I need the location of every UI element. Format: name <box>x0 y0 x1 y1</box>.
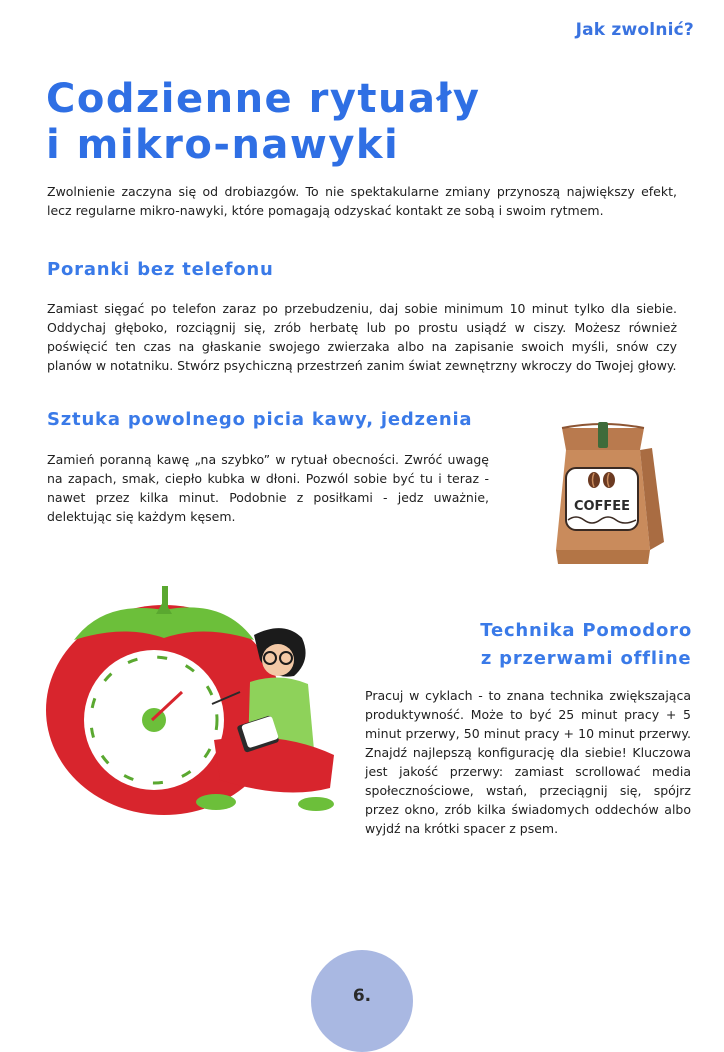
coffee-label: COFFEE <box>573 499 631 514</box>
pomodoro-heading-line-2: z przerwami offline <box>480 648 692 669</box>
section-heading-mornings: Poranki bez telefonu <box>47 259 274 280</box>
section-body-pomodoro: Pracuj w cyklach - to znana technika zwiększająca produktywność. Może to być 25 minut pracy + 5 minut przerwy, 50 minut pracy + 10 minut przerwy. Znajdź najlepszą konfigurację dla siebie! Kluczowa jest jakość przerwy: zamiast scrollować media społecznościowe, wstań, przeciągnij się, spójrz przez okno, zrób kilka świadomych oddechów albo wyjdź na krótki spacer z psem. <box>365 688 691 836</box>
section-body-coffee: Zamień poranną kawę „na szybko” w rytuał obecności. Zwróć uwagę na zapach, smak, ciepło kubka w dłoni. Pozwól sobie być tu i teraz - nawet przez kilka minut. Podobnie z posiłkami - jedz uważnie, delektując się każdym kęsem. <box>47 452 489 524</box>
section-heading-pomodoro <box>480 617 692 673</box>
title-line-1: Codzienne rytuały <box>46 76 481 122</box>
page-number: 6. <box>352 986 372 1006</box>
section-heading-coffee: Sztuka powolnego picia kawy, jedzenia <box>47 409 473 430</box>
pomodoro-heading-line-1: Technika Pomodoro <box>480 620 692 641</box>
coffee-bag-illustration <box>540 418 666 568</box>
brand-title: Jak zwolnić? <box>575 20 694 40</box>
section-body-mornings: Zamiast sięgać po telefon zaraz po przebudzeniu, daj sobie minimum 10 minut tylko dla siebie. Oddychaj głęboko, rozciągnij się, zrób herbatę lub po prostu usiądź w ciszy. Możesz również poświęcić ten czas na głaskanie swojego zwierzaka albo na zapisanie swoich myśli, snów czy planów w notatniku. Stwórz psychiczną przestrzeń zanim świat zewnętrzny wkroczy do Twojej głowy. <box>47 301 677 373</box>
intro-paragraph: Zwolnienie zaczyna się od drobiazgów. To nie spektakularne zmiany przynoszą największy efekt, lecz regularne mikro-nawyki, które pomagają odzyskać kontakt ze sobą i swoim rytmem. <box>47 184 677 218</box>
title-line-2: i mikro-nawyki <box>46 122 400 168</box>
page-title <box>46 76 480 168</box>
pomodoro-illustration <box>44 580 334 820</box>
